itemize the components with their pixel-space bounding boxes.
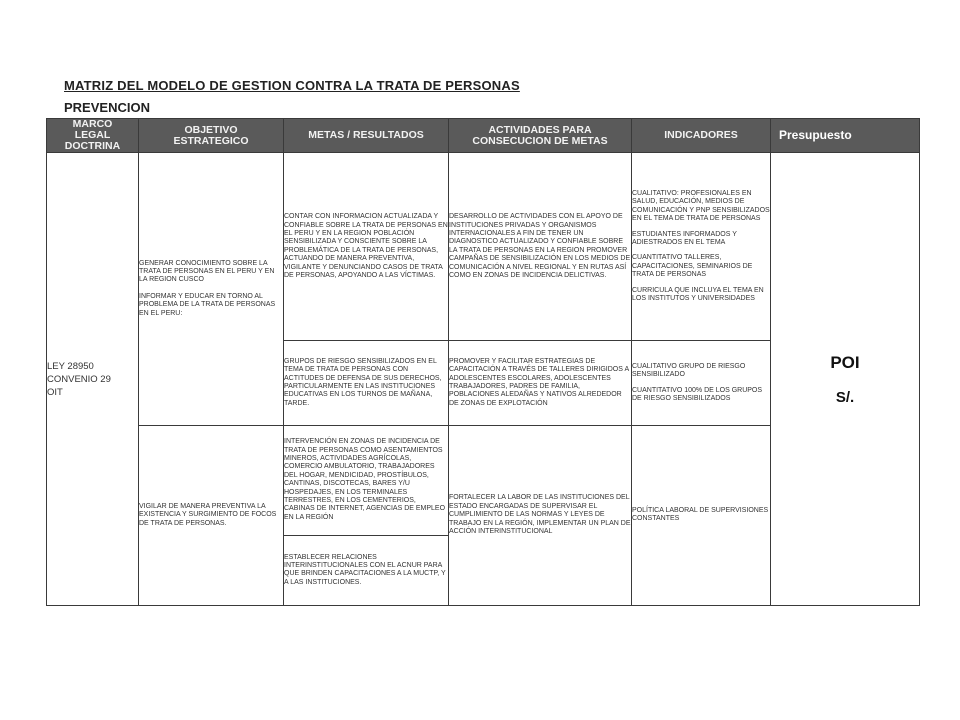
law-line: CONVENIO 29 bbox=[47, 373, 111, 385]
header-row bbox=[47, 119, 920, 153]
actividad-cell: PROMOVER Y FACILITAR ESTRATEGIAS DE CAPACITACIÓN A TRAVÉS DE TALLERES DIRIGIDOS A ADOLESCENTES ESCOLARES, ADOLESCENTES TRABAJADORES, PADRES DE FAMILIA, POBLACIONES ALEDAÑAS Y NATIVOS ALREDEDOR DE ZONAS DE EXPLOTACIÓN bbox=[449, 341, 632, 425]
law-line: LEY 28950 bbox=[47, 360, 94, 372]
poi-label: POI bbox=[830, 352, 860, 372]
section-title: PREVENCION bbox=[64, 100, 150, 115]
meta-cell: ESTABLECER RELACIONES INTERINSTITUCIONALES CON EL ACNUR PARA QUE BRINDEN CAPACITACIONES A LA MUCTP, Y A LAS INSTITUCIONES. bbox=[284, 535, 449, 605]
meta-cell: INTERVENCIÓN EN ZONAS DE INCIDENCIA DE TRATA DE PERSONAS COMO ASENTAMIENTOS MINEROS, ACTIVIDADES AGRÍCOLAS, COMERCIO AMBULATORIO, TRABAJADORES DEL HOGAR, MENDICIDAD, PROSTÍBULOS, CANTINAS, DISCOTECAS, BARES Y/U HOSPEDAJES, EN LOS TERMINALES TERRESTRES, EN LOS CEMENTERIOS, CABINAS DE INTERNET, AGENCIAS DE EMPLEO EN LA REGIÓN bbox=[284, 425, 449, 535]
marco-legal-cell bbox=[47, 153, 139, 606]
indicador-text: CUALITATIVO GRUPO DE RIESGO SENSIBILIZADO bbox=[632, 362, 746, 379]
actividad-cell: FORTALECER LA LABOR DE LAS INSTITUCIONES DEL ESTADO ENCARGADAS DE SUPERVISAR EL CUMPLIMIENTO DE LAS NORMAS Y LEYES DE TRABAJO EN LA REGIÓN, IMPLEMENTAR UN PLAN DE ACCIÓN INTERINSTITUCIONAL bbox=[449, 425, 632, 605]
objetivo-cell: VIGILAR DE MANERA PREVENTIVA LA EXISTENCIA Y SURGIMIENTO DE FOCOS DE TRATA DE PERSONAS. bbox=[139, 425, 284, 605]
indicador-cell bbox=[632, 153, 771, 341]
objetivo-text: GENERAR CONOCIMIENTO SOBRE LA TRATA DE PERSONAS EN EL PERU Y EN LA REGION CUSCO bbox=[139, 259, 275, 284]
indicador-text: CUANTITATIVO TALLERES, CAPACITACIONES, SEMINARIOS DE TRATA DE PERSONAS bbox=[632, 254, 753, 279]
header-objetivo: OBJETIVO ESTRATEGICO bbox=[139, 119, 284, 153]
indicador-text: CUALITATIVO: PROFESIONALES EN SALUD, EDUCACIÓN, MEDIOS DE COMUNICACIÓN Y PNP SENSIBILIZADOS EN EL TEMA DE TRATA DE PERSONAS bbox=[632, 190, 770, 223]
header-presupuesto: Presupuesto bbox=[771, 119, 920, 153]
indicador-text: ESTUDIANTES INFORMADOS Y ADIESTRADOS EN EL TEMA bbox=[632, 230, 737, 247]
objetivo-cell bbox=[139, 153, 284, 426]
header-indicadores: INDICADORES bbox=[632, 119, 771, 153]
indicador-cell bbox=[632, 341, 771, 425]
indicador-text: CUANTITATIVO 100% DE LOS GRUPOS DE RIESGO SENSIBILIZADOS bbox=[632, 386, 763, 402]
indicador-text: CURRICULA QUE INCLUYA EL TEMA EN LOS INSTITUTOS Y UNIVERSIDADES bbox=[632, 286, 764, 303]
objetivo-text: INFORMAR Y EDUCAR EN TORNO AL PROBLEMA DE LA TRATA DE PERSONAS EN EL PERU: bbox=[139, 292, 276, 317]
currency-label: S/. bbox=[835, 388, 855, 406]
table-row bbox=[47, 153, 920, 341]
actividad-cell: DESARROLLO DE ACTIVIDADES CON EL APOYO DE INSTITUCIONES PRIVADAS Y ORGANISMOS INTERNACIONALES A FIN DE TENER UN DIAGNOSTICO ACTUALIZADO Y CONFIABLE SOBRE LA TRATA DE PERSONAS EN LA REGION PROMOVER CAMPAÑAS DE SENSIBILIZACIÓN EN LOS MEDIOS DE COMUNICACIÓN A NIVEL REGIONAL Y EN RUTAS ASÍ COMO EN ZONAS DE INCIDENCIA DELICTIVAS. bbox=[449, 153, 632, 341]
indicador-cell: POLÍTICA LABORAL DE SUPERVISIONES CONSTANTES bbox=[632, 425, 771, 605]
header-metas: METAS / RESULTADOS bbox=[284, 119, 449, 153]
meta-cell: CONTAR CON INFORMACION ACTUALIZADA Y CONFIABLE SOBRE LA TRATA DE PERSONAS EN EL PERU Y EN LA REGION POBLACIÓN SENSIBILIZADA Y CONSCIENTE SOBRE LA PROBLEMÁTICA DE LA TRATA DE PERSONAS, ACTUANDO DE MANERA PREVENTIVA, VIGILANTE Y DENUNCIANDO CASOS DE TRATA DE PERSONAS, APOYANDO A LAS VÍCTIMAS. bbox=[284, 153, 449, 341]
header-actividades: ACTIVIDADES PARA CONSECUCION DE METAS bbox=[449, 119, 632, 153]
management-matrix-table bbox=[46, 118, 920, 606]
meta-cell: GRUPOS DE RIESGO SENSIBILIZADOS EN EL TEMA DE TRATA DE PERSONAS CON ACTITUDES DE DEFENSA DE SUS DERECHOS, PARTICULARMENTE EN LAS INSTITUCIONES EDUCATIVAS EN LOS TURNOS DE MAÑANA, TARDE. bbox=[284, 341, 449, 425]
presupuesto-cell bbox=[771, 153, 920, 606]
law-line: OIT bbox=[47, 386, 63, 398]
document-title: MATRIZ DEL MODELO DE GESTION CONTRA LA TRATA DE PERSONAS bbox=[64, 78, 520, 93]
header-marco-legal: MARCO LEGAL DOCTRINA bbox=[47, 119, 139, 153]
